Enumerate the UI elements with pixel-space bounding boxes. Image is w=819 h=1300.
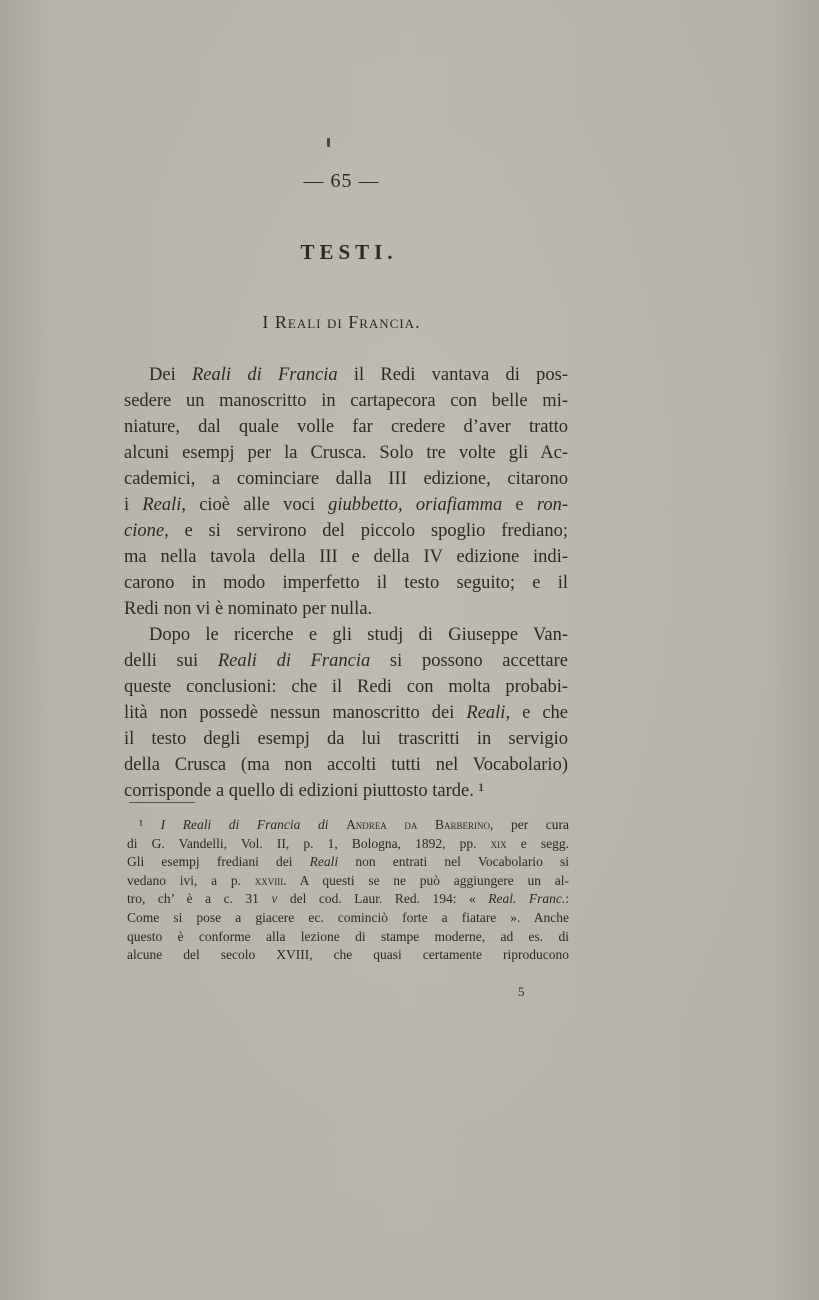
body-line	[124, 414, 568, 440]
footnotes-text-span: tro, ch’ è a c. 31	[127, 891, 272, 907]
section-title: TESTI.	[300, 240, 398, 264]
body-line	[124, 700, 568, 726]
body-text-span: si possono accettare	[370, 651, 568, 671]
body-text-span: Redi non vi è nominato per nulla.	[124, 599, 373, 619]
footnotes-text-span: e segg.	[506, 835, 569, 851]
body-line	[124, 752, 568, 778]
footnotes-text-span: :	[565, 891, 569, 907]
body-text-span: corrisponde a quello di edizioni piuttosto tarde. ¹	[124, 781, 485, 801]
footnotes-text-span: ¹	[139, 817, 161, 832]
footnotes-line	[127, 946, 569, 965]
body-text-span: queste conclusioni: che il Redi con molta probabi-	[124, 677, 568, 697]
footnotes-text-span: Come si pose a giacere ec. cominciò forte a fiatare ». Anche	[127, 909, 569, 925]
body-line	[124, 492, 568, 518]
body-text-span: , e che	[505, 703, 568, 723]
body-text-span: niature, dal quale volle far credere d’aver tratto	[124, 417, 568, 437]
body-line	[124, 544, 568, 570]
footnotes-line	[127, 816, 569, 835]
body-text-span: Dopo le ricerche e gli studj di Giuseppe Van-	[149, 625, 568, 645]
footnotes-line	[127, 890, 569, 909]
body-text-span: , e si servirono del piccolo spoglio frediano;	[164, 521, 568, 541]
body-text-span: cademici, a cominciare dalla III edizione, citarono	[124, 469, 568, 489]
footnotes-text-span: , per cura	[490, 817, 570, 832]
footnotes-line	[127, 872, 569, 891]
footnotes-line	[127, 853, 569, 872]
footnotes-text-span: alcune del secolo XVIII, che quasi certamente riproducono	[127, 947, 569, 963]
footnotes	[127, 816, 569, 965]
footnotes-text-span: del cod. Laur. Red. 194: «	[277, 891, 489, 907]
footnotes-text-span: non entrati nel Vocabolario si	[338, 854, 569, 870]
body-text-span: Reali	[466, 703, 506, 723]
signature-mark: 5	[518, 984, 525, 999]
body-paragraphs	[124, 362, 568, 804]
footnotes-text-span: Gli esempj frediani dei	[127, 854, 310, 870]
body-text-span: il Redi vantava di pos-	[337, 365, 568, 385]
body-text-span: Reali	[142, 495, 182, 515]
footnotes-text-span: v	[271, 891, 278, 907]
body-line	[124, 466, 568, 492]
footnotes-text-span: I Reali di Francia di	[160, 817, 329, 832]
body-text-span: ma nella tavola della III e della IV edizione indi-	[124, 547, 568, 567]
footnotes-text-span: xxviii	[254, 872, 284, 888]
body-text-span: Reali di Francia	[217, 651, 371, 671]
footnotes-line	[127, 835, 569, 854]
footnote-divider	[129, 802, 195, 803]
body-line	[124, 362, 568, 388]
footnotes-text-span: vedano ivi, a p.	[127, 872, 255, 888]
body-text-span: cione	[124, 521, 165, 541]
chapter-subtitle: I Reali di Francia.	[262, 312, 421, 332]
page-number: — 65 —	[303, 170, 380, 192]
body-text-span: sedere un manoscritto in cartapecora con belle mi-	[124, 391, 568, 411]
footnotes-text-span: Reali	[309, 854, 339, 870]
body-text-span: carono in modo imperfetto il testo seguito; e il	[124, 573, 568, 593]
body-line	[124, 622, 568, 648]
body-text-span: e	[502, 495, 537, 515]
body-text-span: Reali di Francia	[192, 365, 338, 385]
footnotes-text-span: Andrea da Barberino	[346, 817, 490, 832]
body-text-span: lità non possedè nessun manoscritto dei	[124, 703, 467, 723]
footnotes-text-span: . A questi se ne può aggiungere un al-	[283, 872, 569, 888]
ink-mark	[327, 138, 330, 147]
footnotes-line	[127, 909, 569, 928]
footnotes-line	[127, 928, 569, 947]
body-line	[124, 440, 568, 466]
footnotes-text-span	[328, 817, 346, 832]
body-text-span: delli sui	[124, 651, 218, 671]
body-line	[124, 518, 568, 544]
body-text-span: ron-	[536, 495, 568, 515]
body-text-span: alcuni esempj per la Crusca. Solo tre volte gli Ac-	[124, 443, 568, 463]
body-text-span: il testo degli esempj da lui trascritti in servigio	[124, 729, 568, 749]
body-line	[124, 596, 568, 622]
body-line	[124, 648, 568, 674]
footnotes-text-span: Real. Franc.	[488, 891, 566, 907]
body-text-span: giubbetto, oriafiamma	[328, 495, 503, 515]
body-text-span: , cioè alle voci	[181, 495, 329, 515]
body-text-span: Dei	[149, 365, 192, 385]
footnotes-text-span: questo è conforme alla lezione di stampe moderne, ad es. di	[127, 928, 569, 944]
body-line	[124, 674, 568, 700]
footnotes-text-span: xix	[490, 835, 507, 851]
body-line	[124, 388, 568, 414]
footnotes-text-span: di G. Vandelli, Vol. II, p. 1, Bologna, 1892, pp.	[127, 835, 491, 851]
body-line	[124, 778, 568, 804]
body-text-span: i	[124, 495, 143, 515]
body-line	[124, 570, 568, 596]
body-text-span: della Crusca (ma non accolti tutti nel Vocabolario)	[124, 755, 568, 775]
body-line	[124, 726, 568, 752]
